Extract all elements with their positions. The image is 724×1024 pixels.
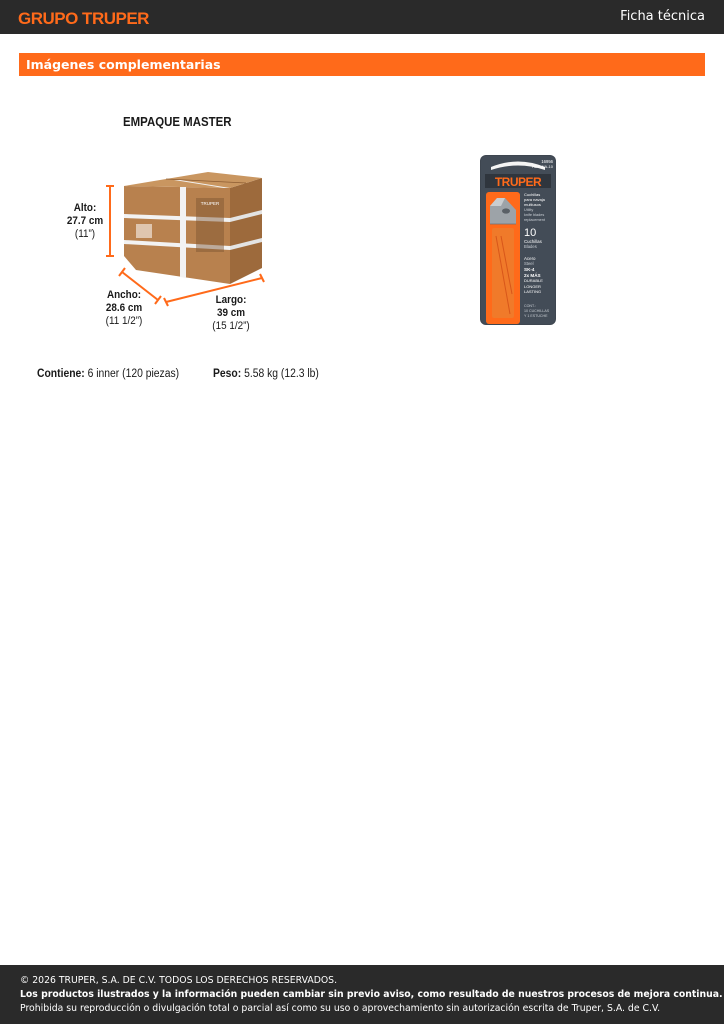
contains-label: Contiene: <box>37 368 85 380</box>
claim-line-4: LASTING <box>524 289 542 294</box>
width-imperial: (11 1/2”) <box>105 315 143 327</box>
width-label: Ancho: <box>106 289 142 301</box>
height-metric: 27.7 cm <box>66 215 104 227</box>
length-imperial: (15 1/2”) <box>212 320 250 332</box>
count-label-es: Cuchillas <box>524 239 542 244</box>
contains-info <box>37 367 179 381</box>
document-title: Ficha técnica <box>620 9 705 24</box>
section-header <box>19 53 705 76</box>
width-dimension <box>101 289 148 328</box>
length-dimension <box>209 294 254 333</box>
desc-es-3: multiusos <box>524 202 541 207</box>
blade-package-image <box>479 154 557 326</box>
width-metric: 28.6 cm <box>105 302 143 314</box>
count-label-en: Blades <box>524 244 537 249</box>
product-brand-logo: TRUPER <box>494 175 542 189</box>
length-metric: 39 cm <box>216 307 246 319</box>
contents-line-1: CONT.: <box>524 304 536 308</box>
grupo-truper-logo: GRUPO TRUPER <box>18 9 149 28</box>
blade-count: 10 <box>524 227 537 239</box>
contents-line-3: Y 1 ESTUCHE <box>524 314 548 318</box>
footer-copyright: © 2026 TRUPER, S.A. DE C.V. TODOS LOS DERECHOS RESERVADOS. <box>20 975 338 986</box>
steel-grade: SK-4 <box>524 267 535 272</box>
desc-es-1: Cuchillas <box>524 192 541 197</box>
contents-line-2: 10 CUCHILLAS <box>524 309 550 313</box>
weight-info <box>213 367 319 381</box>
section-title: Imágenes complementarias <box>26 57 221 72</box>
contains-value: 6 inner (120 piezas) <box>87 368 180 380</box>
product-code: 16956 <box>541 159 553 164</box>
footer-notice: Los productos ilustrados y la información pueden cambiar sin previo aviso, como resultado de nuestros procesos de mejora continua. <box>20 989 723 1000</box>
footer-legal: Prohibida su reproducción o divulgación total o parcial así como su uso o aprovechamiento sin autorización escrita de Truper, S.A. de C.V. <box>20 1003 661 1014</box>
height-label: Alto: <box>73 202 97 214</box>
header-bar <box>0 0 724 34</box>
desc-en-2: knife blades <box>524 213 545 217</box>
footer <box>0 965 724 1024</box>
material-en: Steel <box>524 261 534 266</box>
height-imperial: (11”) <box>74 228 96 240</box>
length-label: Largo: <box>215 294 247 306</box>
desc-en-3: replacement <box>524 218 545 222</box>
box-print-logo: TRUPER <box>200 201 220 206</box>
claim-line-3: LONGER <box>524 284 541 289</box>
weight-value: 5.58 kg (12.3 lb) <box>244 368 319 380</box>
claim-line-2: DURABLE <box>524 278 543 283</box>
product-model: REP-NA-10 <box>532 164 553 169</box>
weight-label: Peso: <box>213 368 242 380</box>
material-es: Acero <box>524 256 536 261</box>
claim-line-1: 2x MÁS <box>524 273 541 278</box>
package-title: EMPAQUE MASTER <box>123 114 232 129</box>
desc-es-2: para navaja <box>524 197 545 202</box>
desc-en-1: Utility <box>524 208 534 212</box>
height-dimension <box>64 202 105 241</box>
